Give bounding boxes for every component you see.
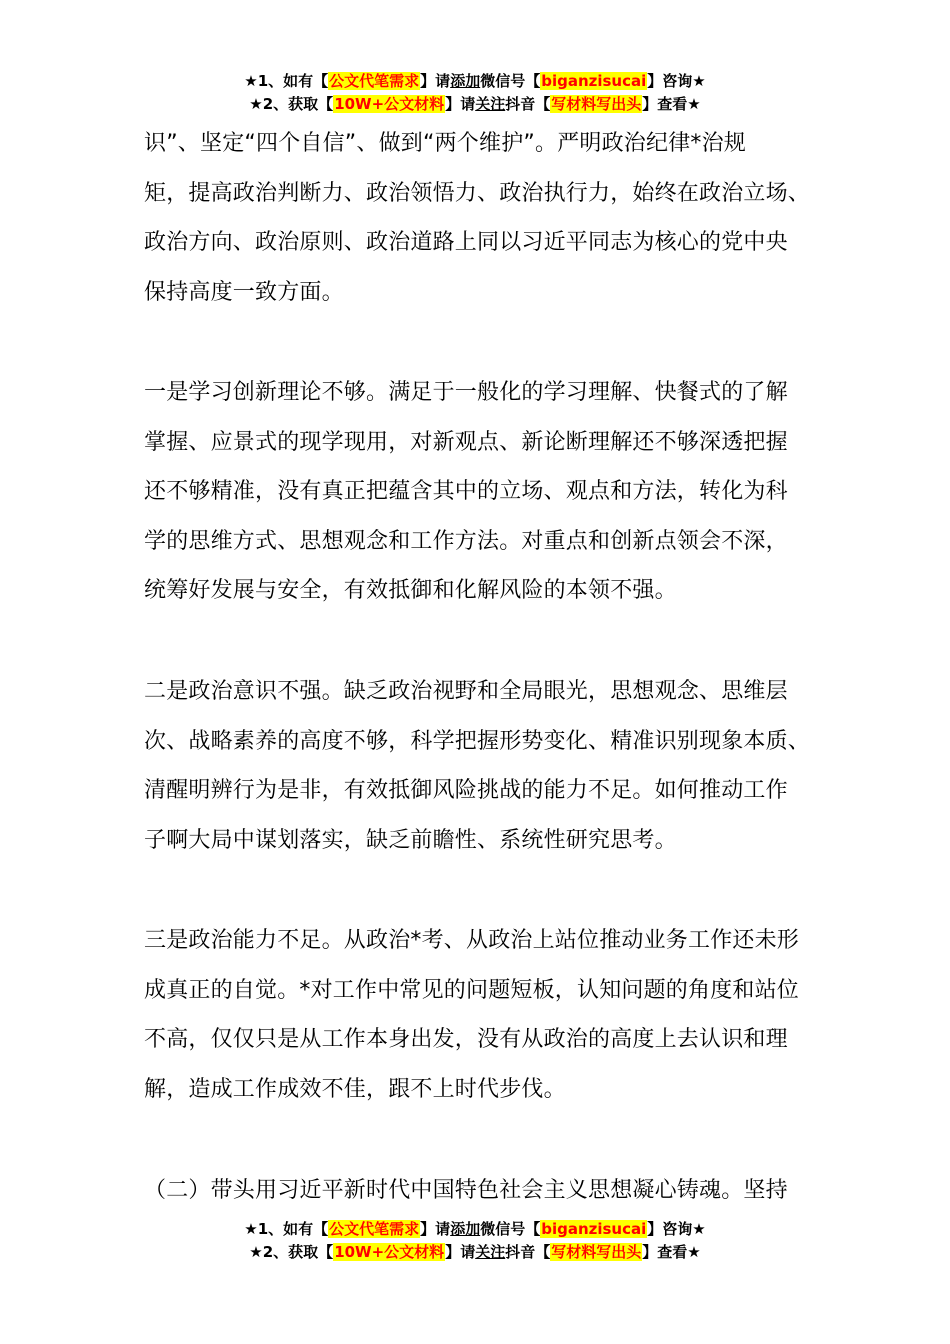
footer-banner [0, 1218, 950, 1264]
banner-underline: 关注 [475, 95, 506, 113]
text-line: 清醒明辨行为是非，有效抵御风险挑战的能力不足。如何推动工作 [144, 778, 788, 803]
text-line: 解，造成工作成效不佳，跟不上时代步伐。 [144, 1076, 566, 1102]
banner-highlight: 公文代笔需求 [329, 72, 420, 90]
banner-text: 】咨询★ [647, 72, 706, 90]
banner-line-2 [0, 1241, 950, 1264]
banner-line-1 [0, 70, 950, 93]
paragraph-5 [144, 1166, 824, 1216]
banner-underline: 添加 [450, 1220, 481, 1238]
text-line: 子啊大局中谋划落实，缺乏前瞻性、系统性研究思考。 [144, 827, 677, 853]
banner-text: 】请 [420, 72, 451, 90]
banner-highlight: 10W+公文材料 [334, 1243, 445, 1261]
text-line: （二）带头用习近平新时代中国特色社会主义思想凝心铸魂。坚持 [144, 1178, 788, 1203]
banner-text: 抖音【 [505, 1243, 551, 1261]
banner-text: 】咨询★ [647, 1220, 706, 1238]
banner-highlight: biganzisucai [541, 72, 647, 90]
banner-text: ★2、获取【 [249, 95, 334, 113]
banner-text: 】请 [445, 95, 476, 113]
text-line: 保持高度一致方面。 [144, 279, 344, 305]
paragraph-3 [144, 667, 824, 865]
text-line: 一是学习创新理论不够。满足于一般化的学习理解、快餐式的了解 [144, 380, 788, 405]
banner-underline: 添加 [450, 72, 481, 90]
text-line: 掌握、应景式的现学现用，对新观点、新论断理解还不够深透把握 [144, 429, 788, 455]
banner-text: 】查看★ [642, 95, 701, 113]
paragraph-2 [144, 368, 824, 616]
banner-text: 微信号【 [480, 72, 541, 90]
banner-text: 】请 [420, 1220, 451, 1238]
banner-text: ★1、如有【 [244, 1220, 329, 1238]
text-line: 统筹好发展与安全，有效抵御和化解风险的本领不强。 [144, 578, 677, 603]
banner-highlight: 写材料写出头 [551, 1243, 642, 1261]
text-line: 三是政治能力不足。从政治*考、从政治上站位推动业务工作还未形 [144, 928, 800, 953]
header-banner [0, 70, 950, 116]
banner-text: 微信号【 [480, 1220, 541, 1238]
banner-text: 】请 [445, 1243, 476, 1261]
banner-text: ★1、如有【 [244, 72, 329, 90]
text-line: 矩，提高政治判断力、政治领悟力、政治执行力，始终在政治立场、 [144, 180, 811, 206]
banner-highlight: 10W+公文材料 [334, 95, 445, 113]
paragraph-1 [144, 119, 824, 317]
banner-highlight: 写材料写出头 [551, 95, 642, 113]
banner-text: ★2、获取【 [249, 1243, 334, 1261]
banner-line-1 [0, 1218, 950, 1241]
text-line: 成真正的自觉。*对工作中常见的问题短板，认知问题的角度和站位 [144, 977, 800, 1003]
text-line: 识”、坚定“四个自信”、做到“两个维护”。严明政治纪律*治规 [144, 131, 746, 156]
text-line: 不高，仅仅只是从工作本身出发，没有从政治的高度上去认识和理 [144, 1027, 788, 1052]
text-line: 政治方向、政治原则、政治道路上同以习近平同志为核心的党中央 [144, 230, 788, 255]
banner-text: 抖音【 [505, 95, 551, 113]
text-line: 二是政治意识不强。缺乏政治视野和全局眼光，思想观念、思维层 [144, 679, 788, 704]
banner-text: 】查看★ [642, 1243, 701, 1261]
text-line: 还不够精准，没有真正把蕴含其中的立场、观点和方法，转化为科 [144, 479, 788, 504]
banner-highlight: 公文代笔需求 [329, 1220, 420, 1238]
banner-line-2 [0, 93, 950, 116]
banner-underline: 关注 [475, 1243, 506, 1261]
text-line: 次、战略素养的高度不够，科学把握形势变化、精准识别现象本质、 [144, 728, 811, 754]
paragraph-4 [144, 916, 824, 1114]
text-line: 学的思维方式、思想观念和工作方法。对重点和创新点领会不深， [144, 528, 788, 554]
banner-highlight: biganzisucai [541, 1220, 647, 1238]
